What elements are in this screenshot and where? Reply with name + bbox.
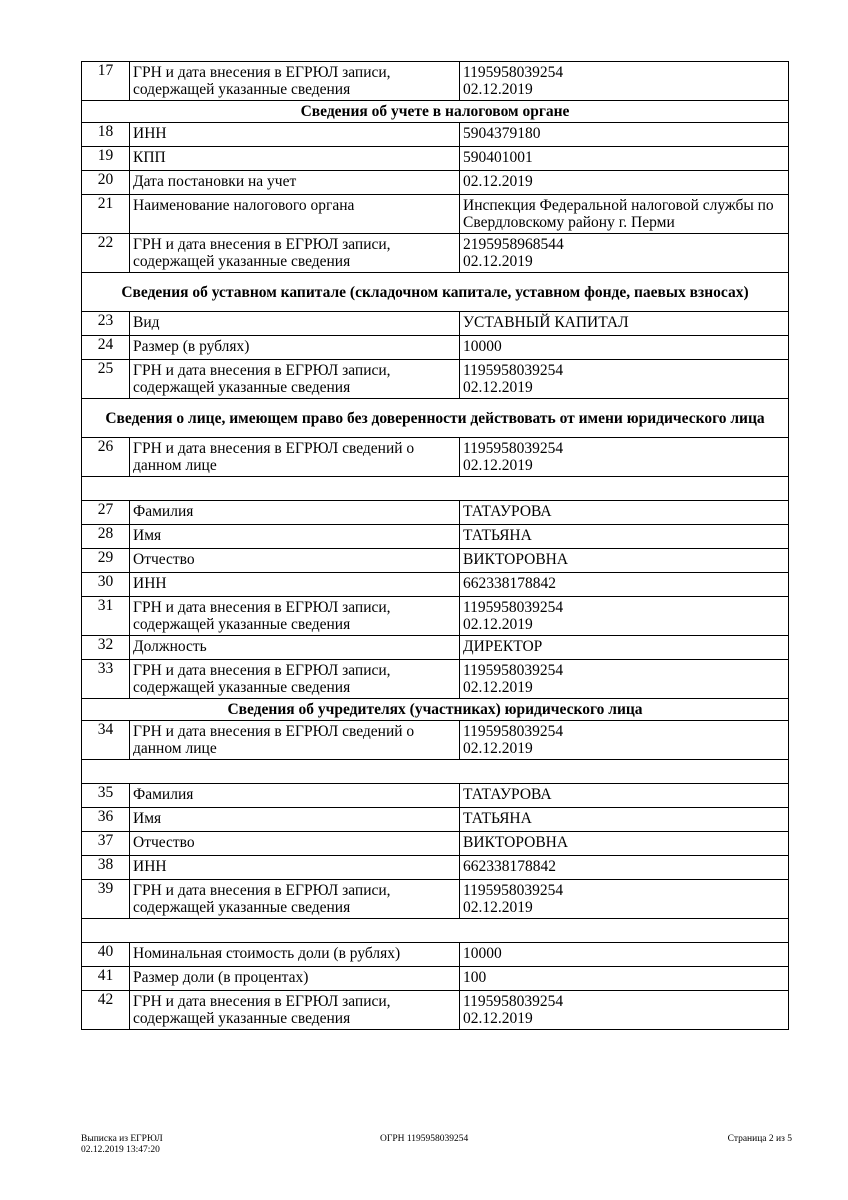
- row-number: 27: [82, 501, 130, 525]
- table-row: [82, 123, 789, 147]
- row-label: ИНН: [130, 123, 460, 147]
- row-value: 662338178842: [460, 573, 789, 597]
- row-value: 10000: [460, 336, 789, 360]
- row-value: УСТАВНЫЙ КАПИТАЛ: [460, 312, 789, 336]
- row-value: 1195958039254 02.12.2019: [460, 880, 789, 919]
- spacer-cell: [82, 760, 789, 784]
- table-row: [82, 808, 789, 832]
- footer-document-info: [81, 1134, 163, 1156]
- table-row: [82, 660, 789, 699]
- section-header-row: [82, 399, 789, 438]
- row-value: 5904379180: [460, 123, 789, 147]
- row-value: 1195958039254 02.12.2019: [460, 360, 789, 399]
- section-title: Сведения об учредителях (участниках) юридического лица: [82, 699, 789, 721]
- footer-timestamp: 02.12.2019 13:47:20: [81, 1145, 160, 1155]
- spacer-row: [82, 919, 789, 943]
- row-label: ГРН и дата внесения в ЕГРЮЛ записи, содержащей указанные сведения: [130, 880, 460, 919]
- row-label: ГРН и дата внесения в ЕГРЮЛ записи, содержащей указанные сведения: [130, 660, 460, 699]
- table-row: [82, 832, 789, 856]
- row-number: 28: [82, 525, 130, 549]
- row-label: Размер (в рублях): [130, 336, 460, 360]
- row-number: 23: [82, 312, 130, 336]
- row-value: 1195958039254 02.12.2019: [460, 721, 789, 760]
- table-row: [82, 991, 789, 1030]
- egrul-extract-table: [81, 61, 789, 1030]
- table-row: [82, 171, 789, 195]
- table-row: [82, 967, 789, 991]
- row-number: 35: [82, 784, 130, 808]
- row-value: 1195958039254 02.12.2019: [460, 597, 789, 636]
- table-row: [82, 880, 789, 919]
- section-header-row: [82, 273, 789, 312]
- table-row: [82, 312, 789, 336]
- row-value: 1195958039254 02.12.2019: [460, 438, 789, 477]
- section-title: Сведения об уставном капитале (складочном капитале, уставном фонде, паевых взносах): [82, 273, 789, 312]
- row-number: 30: [82, 573, 130, 597]
- section-header-row: [82, 699, 789, 721]
- row-number: 32: [82, 636, 130, 660]
- row-value: 1195958039254 02.12.2019: [460, 62, 789, 101]
- row-number: 22: [82, 234, 130, 273]
- table-row: [82, 549, 789, 573]
- row-number: 39: [82, 880, 130, 919]
- row-value: 02.12.2019: [460, 171, 789, 195]
- row-number: 19: [82, 147, 130, 171]
- row-label: ГРН и дата внесения в ЕГРЮЛ сведений о данном лице: [130, 721, 460, 760]
- row-value: 1195958039254 02.12.2019: [460, 660, 789, 699]
- section-title: Сведения о лице, имеющем право без доверенности действовать от имени юридического лица: [82, 399, 789, 438]
- footer-document-name: Выписка из ЕГРЮЛ: [81, 1134, 163, 1144]
- row-value: 590401001: [460, 147, 789, 171]
- row-number: 29: [82, 549, 130, 573]
- row-label: ГРН и дата внесения в ЕГРЮЛ записи, содержащей указанные сведения: [130, 234, 460, 273]
- table-row: [82, 856, 789, 880]
- table-row: [82, 784, 789, 808]
- row-value: ДИРЕКТОР: [460, 636, 789, 660]
- table-row: [82, 438, 789, 477]
- footer-ogrn: ОГРН 1195958039254: [380, 1134, 469, 1144]
- table-row: [82, 597, 789, 636]
- row-number: 34: [82, 721, 130, 760]
- row-value: ТАТАУРОВА: [460, 501, 789, 525]
- row-value: 10000: [460, 943, 789, 967]
- row-label: Фамилия: [130, 501, 460, 525]
- row-label: ГРН и дата внесения в ЕГРЮЛ записи, содержащей указанные сведения: [130, 597, 460, 636]
- row-number: 25: [82, 360, 130, 399]
- row-value: ВИКТОРОВНА: [460, 549, 789, 573]
- row-value: ВИКТОРОВНА: [460, 832, 789, 856]
- row-number: 38: [82, 856, 130, 880]
- row-value: 662338178842: [460, 856, 789, 880]
- table-row: [82, 573, 789, 597]
- row-value: 100: [460, 967, 789, 991]
- row-label: ИНН: [130, 856, 460, 880]
- row-value: 2195958968544 02.12.2019: [460, 234, 789, 273]
- spacer-row: [82, 477, 789, 501]
- row-number: 20: [82, 171, 130, 195]
- row-value: 1195958039254 02.12.2019: [460, 991, 789, 1030]
- row-number: 26: [82, 438, 130, 477]
- table-row: [82, 525, 789, 549]
- row-label: Вид: [130, 312, 460, 336]
- table-row: [82, 195, 789, 234]
- row-number: 36: [82, 808, 130, 832]
- row-label: Имя: [130, 525, 460, 549]
- row-label: Номинальная стоимость доли (в рублях): [130, 943, 460, 967]
- row-number: 33: [82, 660, 130, 699]
- section-title: Сведения об учете в налоговом органе: [82, 101, 789, 123]
- row-label: ГРН и дата внесения в ЕГРЮЛ записи, содержащей указанные сведения: [130, 991, 460, 1030]
- row-label: Должность: [130, 636, 460, 660]
- row-number: 31: [82, 597, 130, 636]
- row-value: ТАТАУРОВА: [460, 784, 789, 808]
- row-label: Наименование налогового органа: [130, 195, 460, 234]
- row-label: ИНН: [130, 573, 460, 597]
- row-label: Имя: [130, 808, 460, 832]
- spacer-cell: [82, 919, 789, 943]
- footer-page-number: Страница 2 из 5: [727, 1134, 792, 1144]
- table-row: [82, 501, 789, 525]
- table-row: [82, 943, 789, 967]
- table-row: [82, 636, 789, 660]
- row-number: 24: [82, 336, 130, 360]
- table-row: [82, 234, 789, 273]
- table-row: [82, 147, 789, 171]
- row-label: Фамилия: [130, 784, 460, 808]
- table-body: [82, 62, 789, 1030]
- row-number: 18: [82, 123, 130, 147]
- row-label: ГРН и дата внесения в ЕГРЮЛ записи, содержащей указанные сведения: [130, 360, 460, 399]
- row-label: ГРН и дата внесения в ЕГРЮЛ записи, содержащей указанные сведения: [130, 62, 460, 101]
- row-value: Инспекция Федеральной налоговой службы по Свердловскому району г. Перми: [460, 195, 789, 234]
- table-row: [82, 360, 789, 399]
- table-row: [82, 336, 789, 360]
- row-number: 41: [82, 967, 130, 991]
- table-row: [82, 62, 789, 101]
- row-label: Отчество: [130, 832, 460, 856]
- row-label: Отчество: [130, 549, 460, 573]
- row-number: 40: [82, 943, 130, 967]
- row-value: ТАТЬЯНА: [460, 525, 789, 549]
- section-header-row: [82, 101, 789, 123]
- row-label: Размер доли (в процентах): [130, 967, 460, 991]
- row-value: ТАТЬЯНА: [460, 808, 789, 832]
- row-number: 21: [82, 195, 130, 234]
- spacer-row: [82, 760, 789, 784]
- row-number: 42: [82, 991, 130, 1030]
- row-number: 17: [82, 62, 130, 101]
- table-row: [82, 721, 789, 760]
- row-number: 37: [82, 832, 130, 856]
- spacer-cell: [82, 477, 789, 501]
- row-label: КПП: [130, 147, 460, 171]
- row-label: Дата постановки на учет: [130, 171, 460, 195]
- row-label: ГРН и дата внесения в ЕГРЮЛ сведений о данном лице: [130, 438, 460, 477]
